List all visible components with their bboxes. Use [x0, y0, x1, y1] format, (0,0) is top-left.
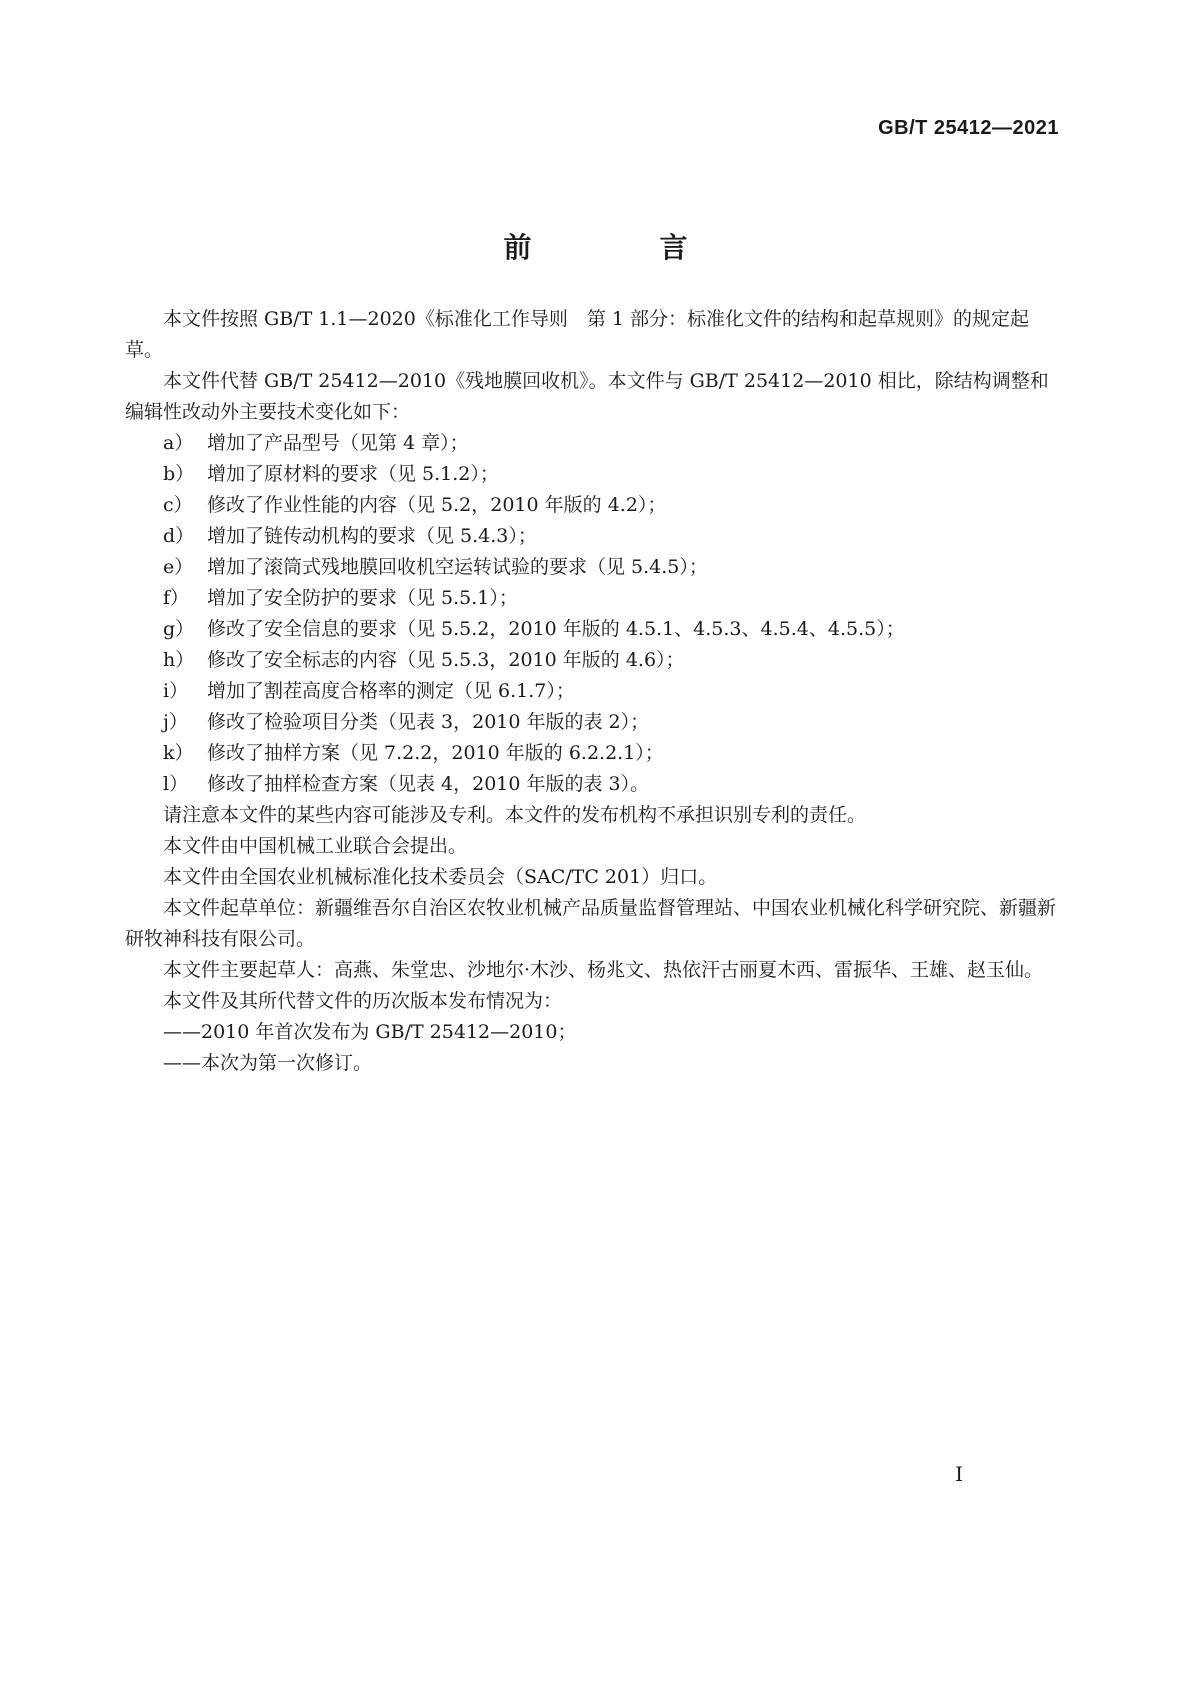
list-item [125, 645, 1065, 676]
page-number: I [955, 1462, 963, 1486]
committee-paragraph: 本文件由全国农业机械标准化技术委员会（SAC/TC 201）归口。 [163, 866, 718, 888]
list-item [125, 459, 1065, 490]
proposer-paragraph: 本文件由中国机械工业联合会提出。 [163, 835, 468, 857]
list-item-text: 增加了安全防护的要求（见 5.5.1）； [207, 587, 518, 609]
document-body [125, 304, 1065, 1079]
list-item-text: 增加了原材料的要求（见 5.1.2）； [207, 463, 499, 485]
drafting-units-paragraph: 本文件起草单位：新疆维吾尔自治区农牧业机械产品质量监督管理站、中国农业机械化科学研究院、新疆新研牧神科技有限公司。 [125, 897, 1057, 950]
history-item-1: ——2010 年首次发布为 GB/T 25412—2010； [163, 1021, 577, 1043]
list-item-label: e） [163, 556, 194, 578]
standard-code: GB/T 25412—2021 [878, 117, 1059, 139]
list-item [125, 614, 1065, 645]
history-intro-paragraph: 本文件及其所代替文件的历次版本发布情况为： [163, 990, 563, 1012]
list-item-text: 修改了抽样检查方案（见表 4，2010 年版的表 3）。 [207, 773, 650, 795]
list-item-text: 修改了检验项目分类（见表 3，2010 年版的表 2）； [207, 711, 650, 733]
intro-paragraph-2: 本文件代替 GB/T 25412—2010《残地膜回收机》。本文件与 GB/T 25412—2010 相比，除结构调整和编辑性改动外主要技术变化如下： [125, 370, 1049, 423]
list-item-text: 增加了滚筒式残地膜回收机空运转试验的要求（见 5.4.5）； [207, 556, 708, 578]
list-item [125, 583, 1065, 614]
list-item-text: 修改了作业性能的内容（见 5.2，2010 年版的 4.2）； [207, 494, 667, 516]
page-title: 前 言 [503, 231, 738, 264]
list-item [125, 769, 1065, 800]
list-item [125, 707, 1065, 738]
list-item-text: 增加了产品型号（见第 4 章）； [207, 432, 469, 454]
list-item-text: 增加了割茬高度合格率的测定（见 6.1.7）； [207, 680, 575, 702]
intro-paragraph-1: 本文件按照 GB/T 1.1—2020《标准化工作导则 第 1 部分：标准化文件的结构和起草规则》的规定起草。 [125, 308, 1030, 361]
list-item-label: i） [163, 680, 189, 702]
list-item-label: b） [163, 463, 195, 485]
list-item-label: g） [163, 618, 195, 640]
list-item-text: 修改了安全标志的内容（见 5.5.3，2010 年版的 4.6）； [207, 649, 685, 671]
list-item [125, 521, 1065, 552]
list-item-label: d） [163, 525, 195, 547]
list-item-label: j） [163, 711, 188, 733]
list-item-text: 修改了抽样方案（见 7.2.2，2010 年版的 6.2.2.1）； [207, 742, 664, 764]
list-item-text: 增加了链传动机构的要求（见 5.4.3）； [207, 525, 537, 547]
list-item-label: a） [163, 432, 194, 454]
list-item [125, 738, 1065, 769]
list-item [125, 552, 1065, 583]
history-item-2: ——本次为第一次修订。 [163, 1052, 373, 1074]
changes-list [125, 428, 1065, 800]
list-item [125, 490, 1065, 521]
drafters-paragraph: 本文件主要起草人：高燕、朱堂忠、沙地尔·木沙、杨兆文、热依汗古丽夏木西、雷振华、王雄、赵玉仙。 [163, 959, 1044, 981]
list-item-label: c） [163, 494, 193, 516]
list-item-text: 修改了安全信息的要求（见 5.5.2，2010 年版的 4.5.1、4.5.3、4.5.4、4.5.5）； [207, 618, 905, 640]
list-item-label: h） [163, 649, 195, 671]
patent-notice: 请注意本文件的某些内容可能涉及专利。本文件的发布机构不承担识别专利的责任。 [163, 804, 867, 826]
list-item [125, 676, 1065, 707]
list-item-label: f） [163, 587, 190, 609]
list-item-label: k） [163, 742, 194, 764]
list-item [125, 428, 1065, 459]
list-item-label: l） [163, 773, 189, 795]
